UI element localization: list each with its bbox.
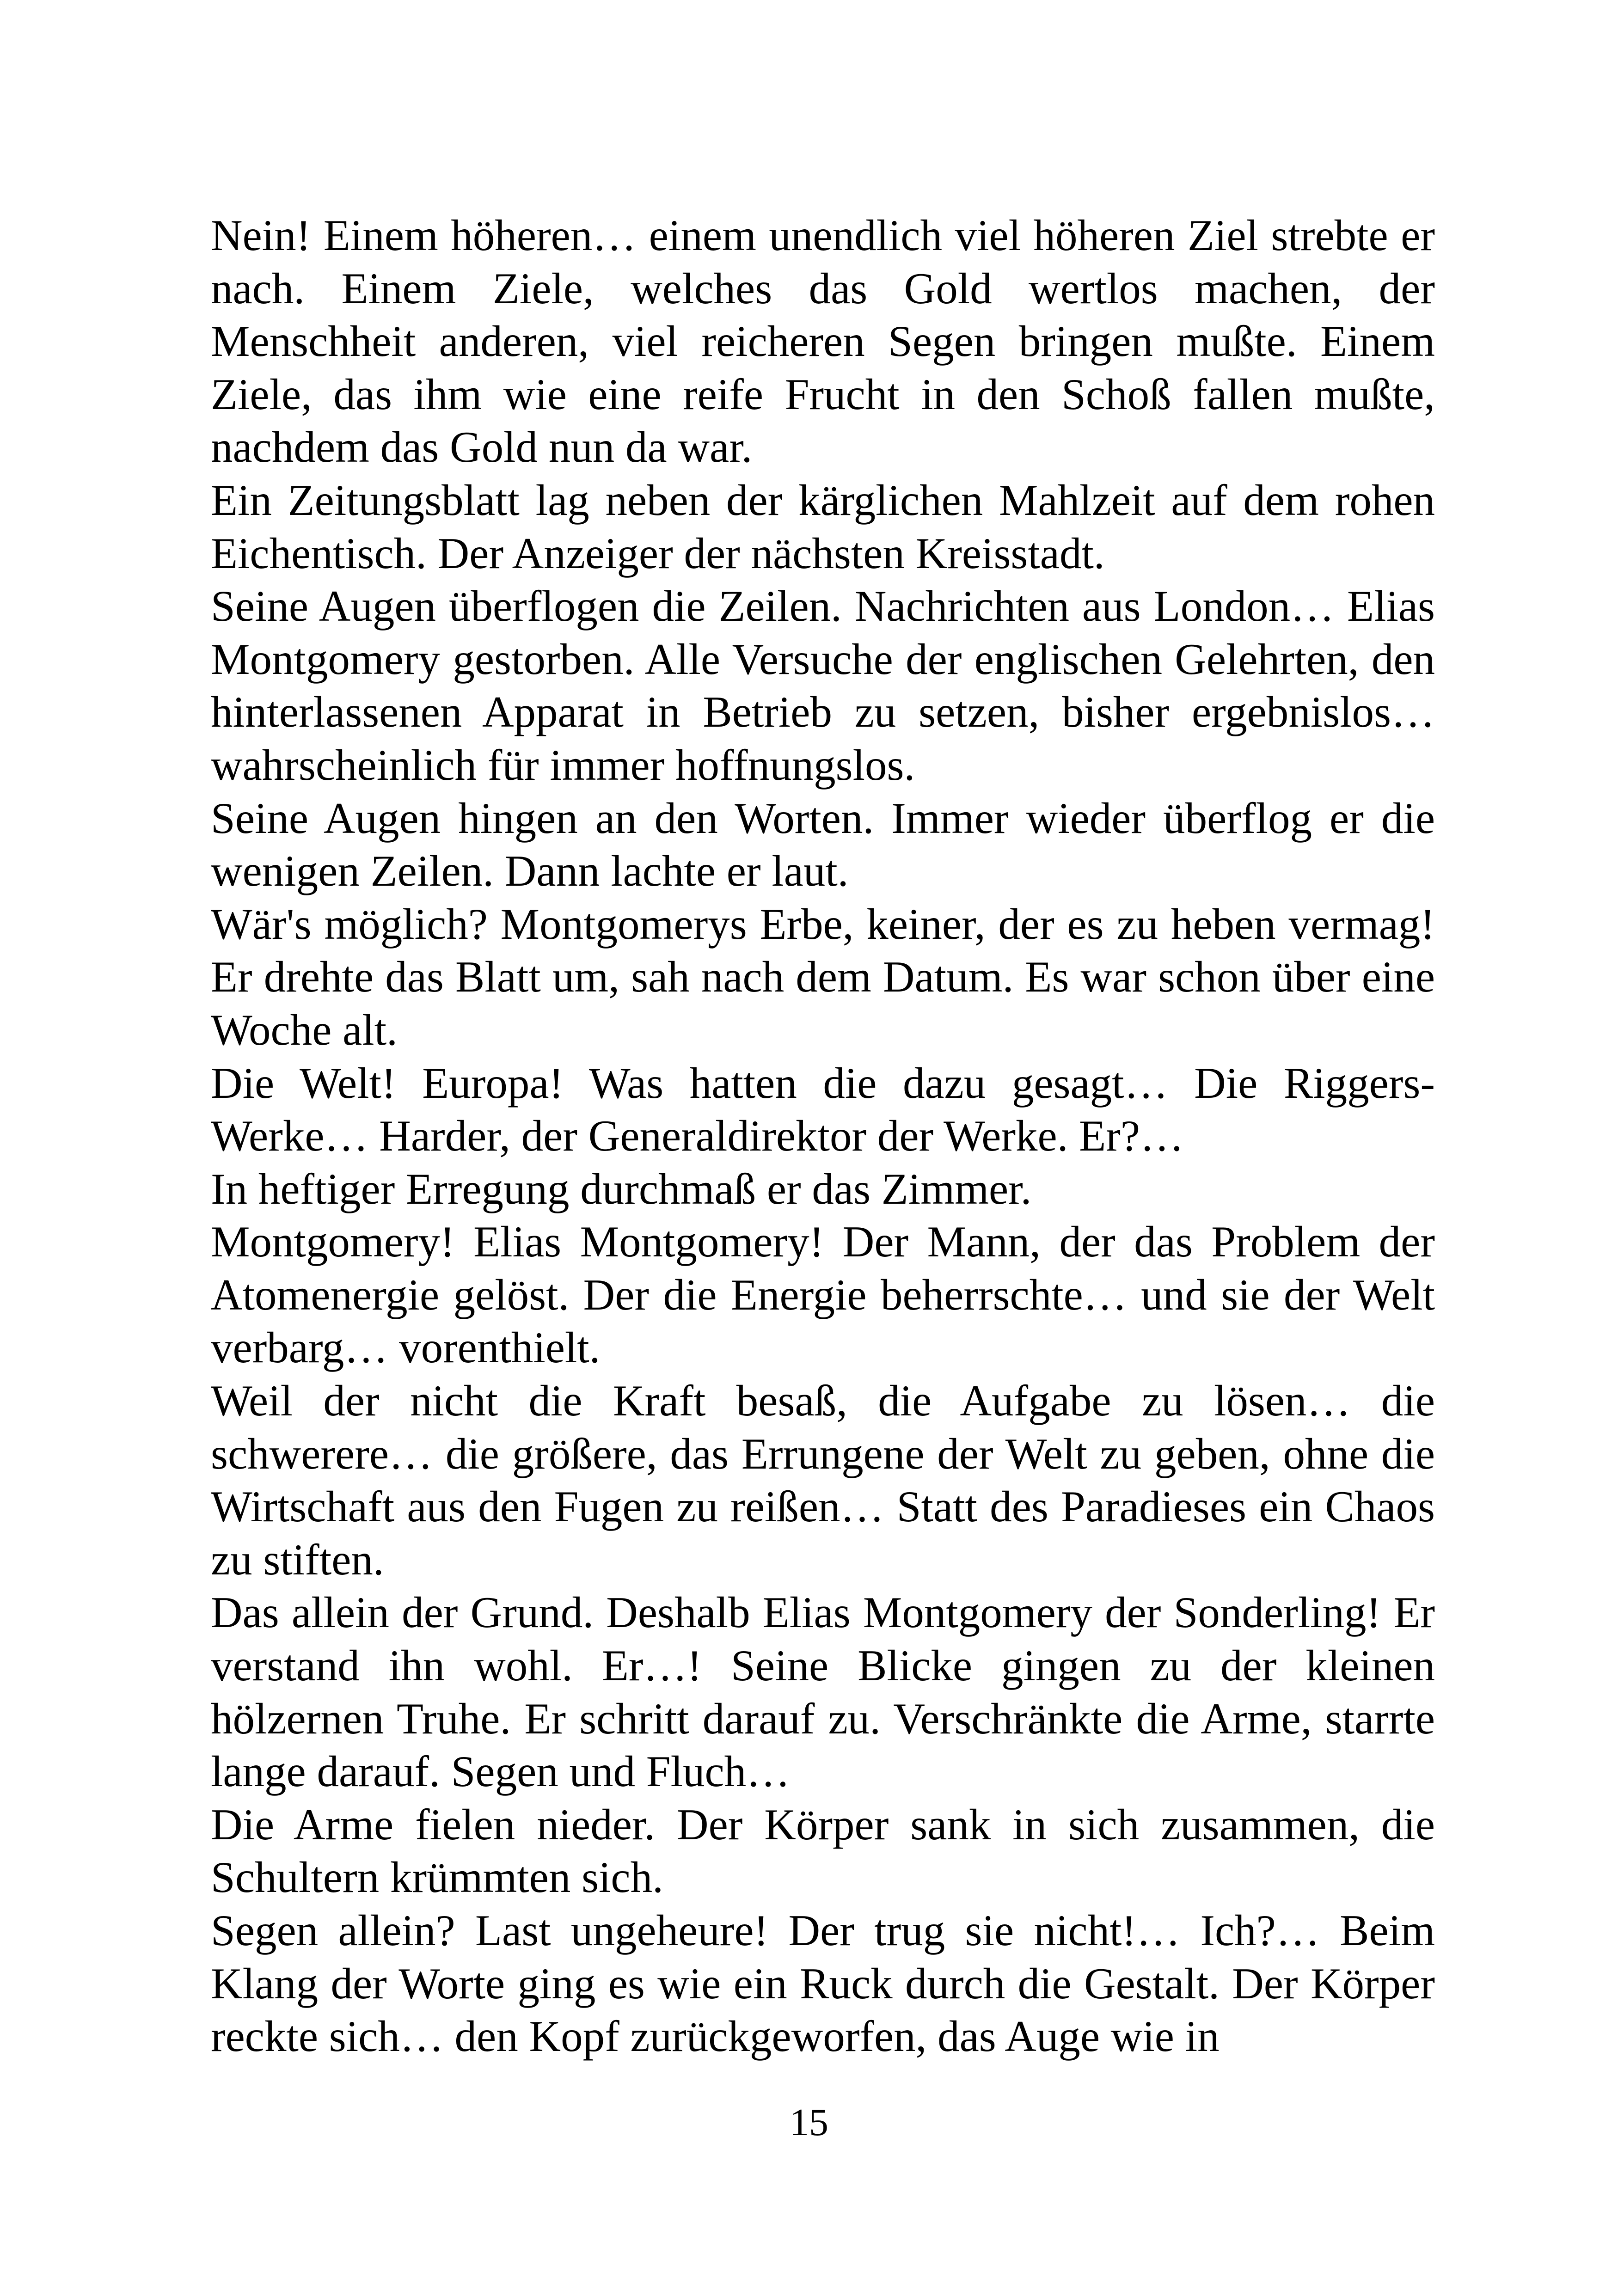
paragraph: Die Welt! Europa! Was hatten die dazu gesagt… Die Riggers-Werke… Harder, der Generaldirektor der Werke. Er?… (211, 1058, 1435, 1161)
paragraph: Seine Augen hingen an den Worten. Immer wieder überflog er die wenigen Zeilen. Dann lachte er laut. (211, 793, 1435, 896)
paragraph: Wär's möglich? Montgomerys Erbe, keiner, der es zu heben vermag! Er drehte das Blatt um, sah nach dem Datum. Es war schon über eine Woche alt. (211, 899, 1435, 1054)
paragraph: Die Arme fielen nieder. Der Körper sank in sich zusammen, die Schultern krümmten sich. (211, 1800, 1435, 1902)
page-number: 15 (790, 2101, 828, 2144)
paragraph: Ein Zeitungsblatt lag neben der kärglichen Mahlzeit auf dem rohen Eichentisch. Der Anzeiger der nächsten Kreisstadt. (211, 475, 1435, 578)
paragraph: Das allein der Grund. Deshalb Elias Montgomery der Sonderling! Er verstand ihn wohl. Er…! Seine Blicke gingen zu der kleinen hölzernen Truhe. Er schritt darauf zu. Verschränkte die Arme, starrte lange darauf. Segen und Fluch… (211, 1588, 1435, 1796)
paragraph: Nein! Einem höheren… einem unendlich viel höheren Ziel strebte er nach. Einem Ziele, welches das Gold wertlos machen, der Menschheit anderen, viel reicheren Segen bringen mußte. Einem Ziele, das ihm wie eine reife Frucht in den Schoß fallen mußte, nachdem das Gold nun da war. (211, 211, 1435, 472)
paragraph: Seine Augen überflogen die Zeilen. Nachrichten aus London… Elias Montgomery gestorben. Alle Versuche der englischen Gelehrten, den hinterlassenen Apparat in Betrieb zu setzen, bisher ergebnislos… wahrscheinlich für immer hoffnungslos. (211, 582, 1435, 790)
paragraph: Weil der nicht die Kraft besaß, die Aufgabe zu lösen… die schwerere… die größere, das Errungene der Welt zu geben, ohne die Wirtschaft aus den Fugen zu reißen… Statt des Paradieses ein Chaos zu stiften. (211, 1376, 1435, 1584)
paragraph: Montgomery! Elias Montgomery! Der Mann, der das Problem der Atomenergie gelöst. Der die Energie beherrschte… und sie der Welt verbarg… vorenthielt. (211, 1217, 1435, 1372)
paragraph: Segen allein? Last ungeheure! Der trug sie nicht!… Ich?… Beim Klang der Worte ging es wie ein Ruck durch die Gestalt. Der Körper reckte sich… den Kopf zurückgeworfen, das Auge wie in (211, 1906, 1435, 2061)
body-text (211, 209, 1435, 2063)
paragraph: In heftiger Erregung durchmaß er das Zimmer. (211, 1164, 1032, 1213)
